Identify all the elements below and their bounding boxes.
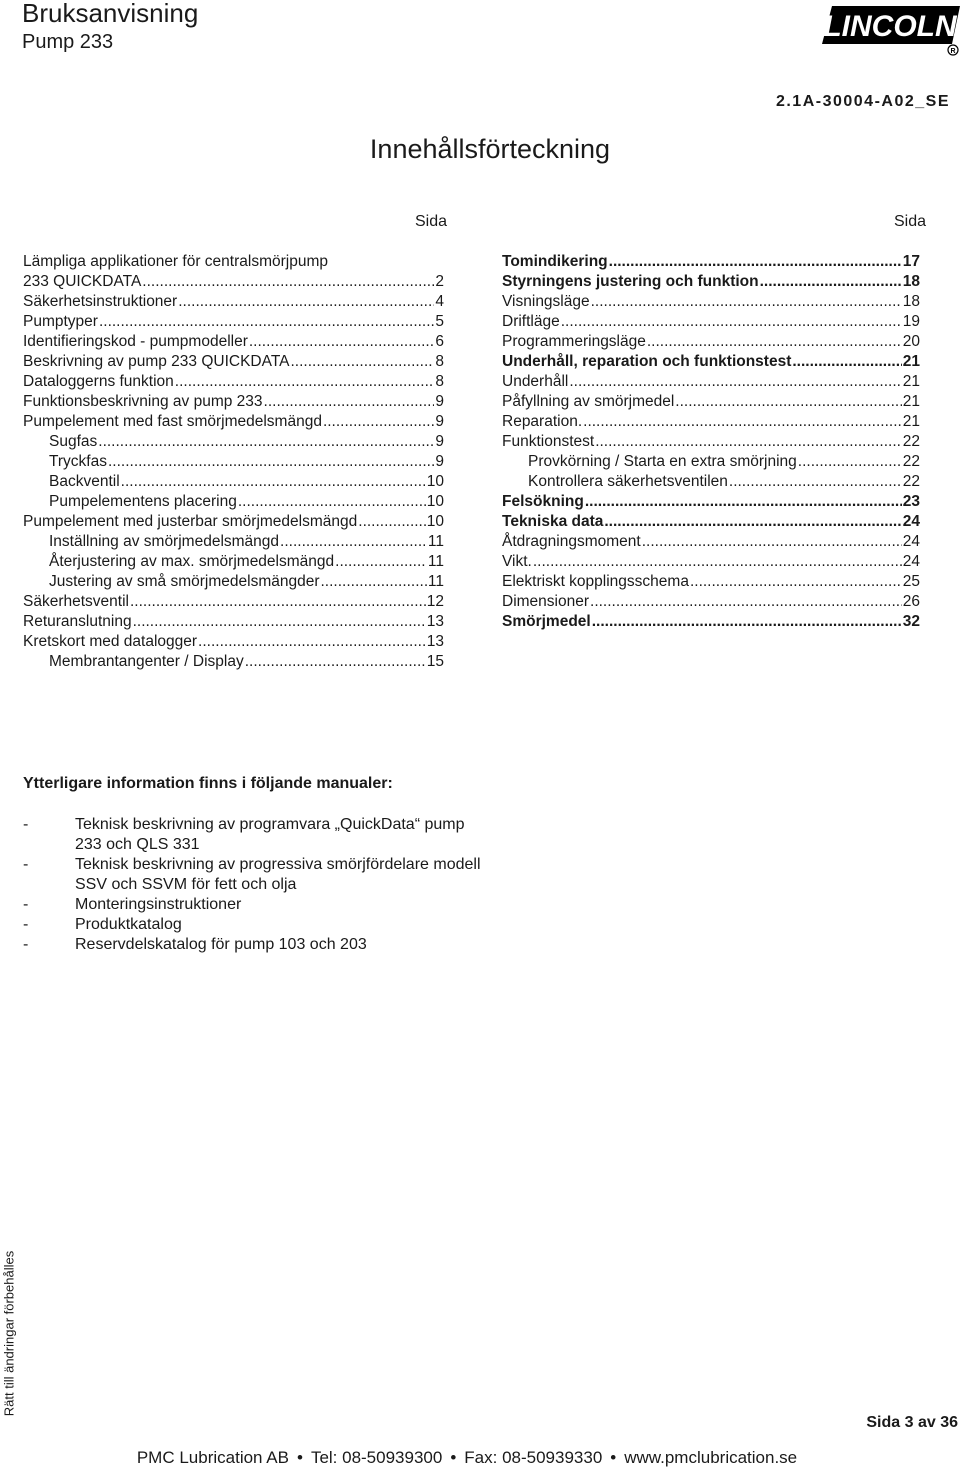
toc-entry-label: Sugfas <box>49 433 98 450</box>
toc-entry-page: 9 <box>435 433 444 450</box>
toc-entry <box>23 632 444 652</box>
dot-leader <box>98 432 434 452</box>
toc-entry-label: Tekniska data <box>502 513 604 530</box>
dot-leader <box>178 292 434 312</box>
toc-entry <box>23 392 444 412</box>
toc-entry <box>502 272 920 292</box>
dot-leader <box>533 552 902 572</box>
toc-entry-page: .......2 <box>405 273 444 290</box>
toc-entry <box>502 412 920 432</box>
toc-entry <box>502 292 920 312</box>
toc-entry-label: Lämpliga applikationer för centralsmörjpump <box>23 253 328 270</box>
toc-entry-page: 19 <box>902 313 920 330</box>
list-item-text: Reservdelskatalog för pump 103 och 203 <box>75 936 367 953</box>
toc-entry <box>23 452 444 472</box>
toc-entry-page: 24 <box>902 533 920 550</box>
toc-entry <box>502 312 920 332</box>
toc-entry-label: Kontrollera säkerhetsventilen <box>528 473 728 490</box>
toc-entry-page: 10 <box>426 473 444 490</box>
dot-leader <box>590 592 902 612</box>
dot-leader <box>690 572 902 592</box>
toc-entry-label: Underhåll, reparation och funktionstest <box>502 353 792 370</box>
dot-leader <box>647 332 902 352</box>
toc-entry-label: Pumpelement med fast smörjmedelsmängd <box>23 413 322 430</box>
list-item-text: Teknisk beskrivning av progressiva smörjfördelare modell SSV och SSVM för fett och olja <box>75 856 481 893</box>
header-subtitle: Pump 233 <box>22 31 114 53</box>
toc-entry-page: 24 <box>902 553 920 570</box>
toc-entry-label: Funktionstest <box>502 433 595 450</box>
footer <box>0 1448 934 1468</box>
toc-entry <box>23 652 444 672</box>
list-item <box>23 855 495 895</box>
toc-entry-label: Säkerhetsinstruktioner <box>23 293 178 310</box>
toc-entry-page: 6 <box>435 333 444 350</box>
toc-entry-label: Tomindikering <box>502 253 608 270</box>
dot-leader <box>142 272 404 292</box>
list-dash: - <box>23 916 29 933</box>
toc-right-column <box>502 252 920 632</box>
dot-leader <box>585 492 902 512</box>
more-info-heading: Ytterligare information finns i följande manualer: <box>23 775 393 792</box>
page-number: Sida 3 av 36 <box>866 1414 958 1431</box>
bullet-icon: • <box>450 1448 457 1467</box>
dot-leader <box>760 272 902 292</box>
dot-leader <box>323 412 434 432</box>
dot-leader <box>358 512 425 532</box>
toc-entry-page: 21 <box>902 373 920 390</box>
list-dash: - <box>23 936 29 953</box>
toc-entry-page: 32 <box>902 613 920 630</box>
toc-entry-page: 5 <box>435 313 444 330</box>
dot-leader <box>591 292 902 312</box>
toc-entry-label: Dimensioner <box>502 593 590 610</box>
toc-entry <box>502 472 920 492</box>
toc-left-column <box>23 252 444 672</box>
toc-entry <box>23 592 444 612</box>
toc-entry-page: 8 <box>435 373 444 390</box>
toc-entry <box>23 272 444 292</box>
toc-entry-label: 233 QUICKDATA <box>23 273 142 290</box>
toc-entry <box>23 512 444 532</box>
dot-leader <box>729 472 902 492</box>
dot-leader <box>604 512 901 532</box>
footer-tel: Tel: 08-50939300 <box>310 1448 443 1467</box>
toc-entry <box>502 332 920 352</box>
dot-leader <box>280 532 427 552</box>
toc-entry-label: Kretskort med datalogger <box>23 633 198 650</box>
side-note <box>0 1250 18 1420</box>
dot-leader <box>238 492 426 512</box>
toc-entry-label: Smörjmedel <box>502 613 591 630</box>
dot-leader <box>264 392 435 412</box>
toc-entry-label: Driftläge <box>502 313 560 330</box>
toc-entry-label: Pumpelementens placering <box>49 493 237 510</box>
toc-entry-page: 18 <box>902 273 920 290</box>
toc-entry <box>23 372 444 392</box>
dot-leader <box>121 472 426 492</box>
dot-leader <box>321 572 427 592</box>
bullet-icon: • <box>296 1448 303 1467</box>
dot-leader <box>335 552 427 572</box>
footer-fax: Fax: 08-50939330 <box>464 1448 603 1467</box>
toc-entry-page: 21 <box>902 393 920 410</box>
toc-entry-label: Säkerhetsventil <box>23 593 129 610</box>
toc-entry-page: 25 <box>902 573 920 590</box>
svg-text:R: R <box>950 48 956 55</box>
toc-entry <box>23 412 444 432</box>
sida-label-left: Sida <box>415 213 448 230</box>
dot-leader <box>108 452 434 472</box>
toc-entry <box>23 312 444 332</box>
toc-entry-label: Pumpelement med justerbar smörjmedelsmängd <box>23 513 358 530</box>
footer-web: www.pmclubrication.se <box>624 1448 798 1467</box>
toc-entry <box>23 552 444 572</box>
toc-entry-page: 10 <box>426 493 444 510</box>
toc-entry <box>502 572 920 592</box>
toc-entry-label: Identifieringskod - pumpmodeller <box>23 333 248 350</box>
toc-entry-page: 8 <box>435 353 444 370</box>
toc-entry-page: 4 <box>435 293 444 310</box>
toc-entry <box>23 472 444 492</box>
dot-leader <box>798 452 902 472</box>
toc-entry <box>502 352 920 372</box>
toc-entry-label: Dataloggerns funktion <box>23 373 174 390</box>
toc-entry-page: 22 <box>902 433 920 450</box>
toc-entry <box>23 252 444 272</box>
toc-entry-page: 22 <box>902 453 920 470</box>
dot-leader <box>609 252 902 272</box>
toc-entry-label: Membrantangenter / Display <box>49 653 244 670</box>
toc-entry-page: 20 <box>902 333 920 350</box>
logo-text: LINCOLN <box>823 10 957 43</box>
toc-entry <box>502 392 920 412</box>
toc-entry-page: 11 <box>427 573 444 590</box>
toc-entry-page: 18 <box>902 293 920 310</box>
list-item <box>23 935 495 955</box>
toc-entry-page: 9 <box>435 413 444 430</box>
toc-entry-label: Felsökning <box>502 493 584 510</box>
toc-entry-label: Styrningens justering och funktion <box>502 273 759 290</box>
toc-entry <box>23 352 444 372</box>
toc-entry-page: 11 <box>427 533 444 550</box>
toc-entry <box>23 332 444 352</box>
document-number: 2.1A-30004-A02_SE <box>775 93 950 110</box>
toc-entry-label: Inställning av smörjmedelsmängd <box>49 533 280 550</box>
lincoln-logo <box>818 2 960 56</box>
toc-entry <box>502 492 920 512</box>
toc-entry-page: 13 <box>426 633 444 650</box>
dot-leader <box>175 372 435 392</box>
dot-leader <box>675 392 901 412</box>
toc-entry <box>23 532 444 552</box>
toc-entry-label: Elektriskt kopplingsschema <box>502 573 689 590</box>
toc-entry-label: Påfyllning av smörjmedel <box>502 393 675 410</box>
toc-entry-label: Justering av små smörjmedelsmängder <box>49 573 320 590</box>
dot-leader <box>245 652 426 672</box>
header-title: Bruksanvisning <box>22 0 199 28</box>
toc-entry-page: 13 <box>426 613 444 630</box>
dot-leader <box>290 352 434 372</box>
toc-entry-label: Reparation. <box>502 413 583 430</box>
toc-entry-label: Återjustering av max. smörjmedelsmängd <box>49 553 335 570</box>
toc-entry-page: 21 <box>902 353 920 370</box>
toc-entry-page: 15 <box>426 653 444 670</box>
sida-label-right: Sida <box>894 213 927 230</box>
list-item-text: Produktkatalog <box>75 916 182 933</box>
toc-entry <box>502 512 920 532</box>
footer-company: PMC Lubrication AB <box>136 1448 289 1467</box>
dot-leader <box>99 312 434 332</box>
toc-entry-label: Tryckfas <box>49 453 107 470</box>
list-item <box>23 815 495 855</box>
toc-entry <box>502 532 920 552</box>
toc-entry-page: 22 <box>902 473 920 490</box>
more-info-list <box>23 815 495 955</box>
dot-leader <box>249 332 435 352</box>
dot-leader <box>561 312 902 332</box>
toc-entry-page: 21 <box>902 413 920 430</box>
toc-entry-page: 9 <box>435 393 444 410</box>
dot-leader <box>595 432 902 452</box>
toc-entry-page: 23 <box>902 493 920 510</box>
toc-entry-page: 26 <box>902 593 920 610</box>
toc-entry-label: Vikt. <box>502 553 532 570</box>
toc-entry-label: Underhåll <box>502 373 569 390</box>
toc-entry-label: Visningsläge <box>502 293 590 310</box>
toc-entry <box>23 432 444 452</box>
toc-entry-label: Returanslutning <box>23 613 132 630</box>
dot-leader <box>592 612 902 632</box>
toc-entry-page: 24 <box>902 513 920 530</box>
toc-entry-label: Funktionsbeskrivning av pump 233 <box>23 393 263 410</box>
list-item-text: Teknisk beskrivning av programvara „QuickData“ pump 233 och QLS 331 <box>75 816 465 853</box>
toc-entry-page: 12 <box>426 593 444 610</box>
toc-entry-page: 9 <box>435 453 444 470</box>
toc-entry-label: Programmeringsläge <box>502 333 646 350</box>
list-dash: - <box>23 856 29 873</box>
dot-leader <box>642 532 902 552</box>
list-item <box>23 915 495 935</box>
toc-entry-label: Pumptyper <box>23 313 98 330</box>
toc-entry <box>23 492 444 512</box>
toc-entry-label: Beskrivning av pump 233 QUICKDATA <box>23 353 290 370</box>
side-note-text: Rätt till ändringar förbehålles <box>1 1250 17 1417</box>
toc-entry-label: Åtdragningsmoment <box>502 533 641 550</box>
dot-leader <box>133 612 426 632</box>
toc-entry <box>23 572 444 592</box>
dot-leader <box>792 352 901 372</box>
toc-entry <box>502 452 920 472</box>
dot-leader <box>130 592 426 612</box>
bullet-icon: • <box>610 1448 617 1467</box>
toc-entry-page: 17 <box>902 253 920 270</box>
toc-entry <box>23 292 444 312</box>
toc-entry <box>502 592 920 612</box>
toc-entry-label: Provkörning / Starta en extra smörjning <box>528 453 797 470</box>
toc-entry-page: 10 <box>426 513 444 530</box>
list-dash: - <box>23 816 29 833</box>
dot-leader <box>198 632 426 652</box>
toc-entry-label: Backventil <box>49 473 120 490</box>
toc-entry <box>502 372 920 392</box>
toc-entry-page: 11 <box>427 553 444 570</box>
toc-entry <box>502 252 920 272</box>
list-dash: - <box>23 896 29 913</box>
list-item <box>23 895 495 915</box>
list-item-text: Monteringsinstruktioner <box>75 896 242 913</box>
toc-heading: Innehållsförteckning <box>369 134 611 164</box>
dot-leader <box>583 412 902 432</box>
dot-leader <box>569 372 901 392</box>
toc-entry <box>502 612 920 632</box>
toc-entry <box>23 612 444 632</box>
toc-entry <box>502 552 920 572</box>
toc-entry <box>502 432 920 452</box>
